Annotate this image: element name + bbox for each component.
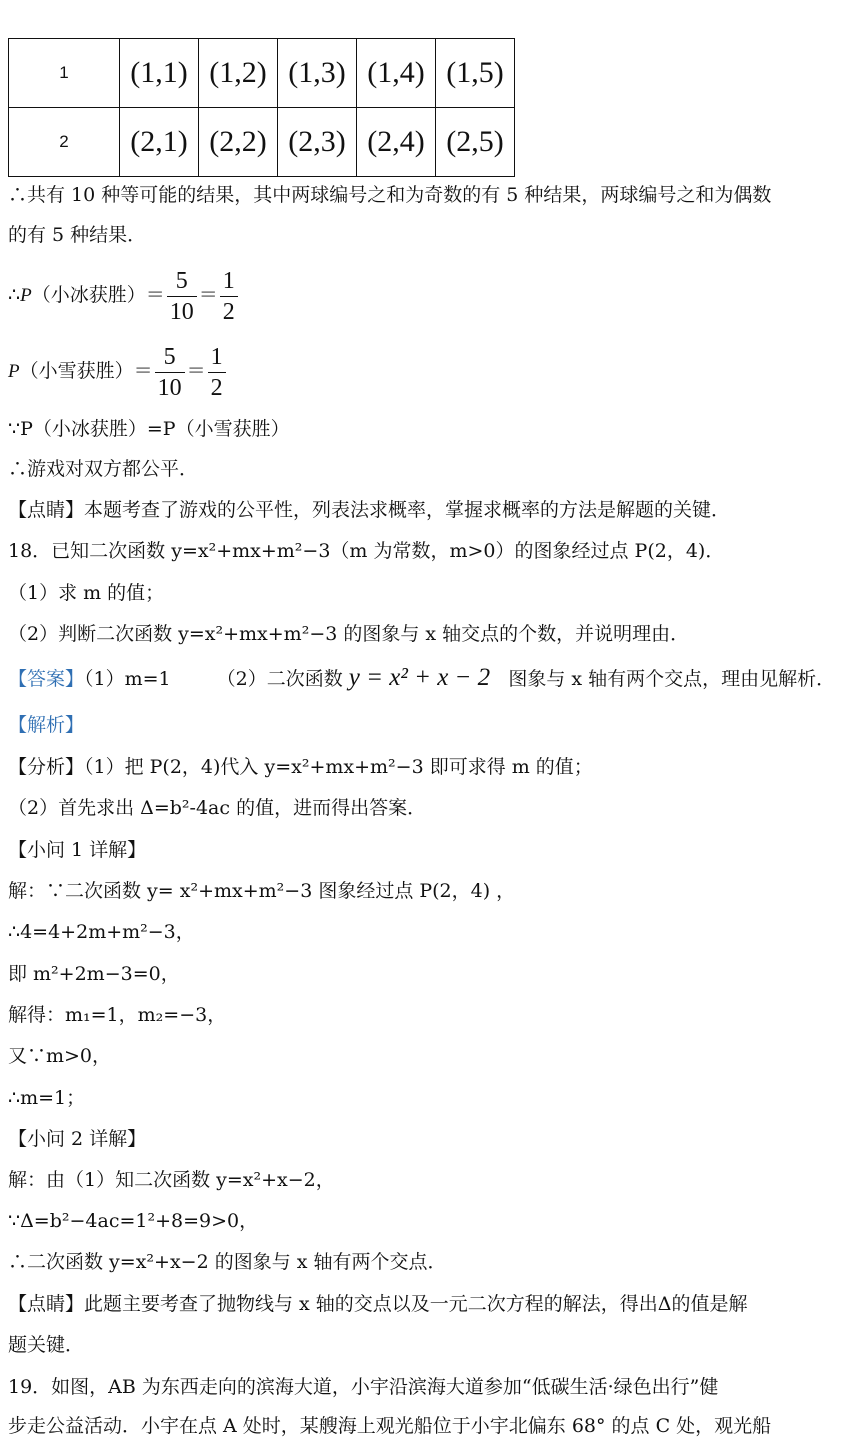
text-line: ∵Δ=b²−4ac=1²+8=9>0，: [8, 1210, 259, 1232]
question-19: 19．如图，AB 为东西走向的滨海大道，小宇沿滨海大道参加“低碳生活·绿色出行”健: [8, 1376, 719, 1398]
table-cell: (1,1): [120, 39, 199, 108]
text-line: ∴游戏对双方都公平．: [8, 458, 199, 480]
fraction: $\frac{5}{10}$: [155, 342, 185, 403]
question-18: 18．已知二次函数 y=x²+mx+m²−3（m 为常数，m>0）的图象经过点 P(2，4)．: [8, 540, 725, 562]
fraction: $\frac{5}{10}$: [167, 266, 197, 327]
answer-formula: y = x² + x − 2: [348, 664, 491, 691]
text-line: 解得：m₁=1，m₂=−3，: [8, 1004, 227, 1026]
text-line: 即 m²+2m−3=0，: [8, 963, 180, 985]
text-line: （2）首先求出 Δ=b²-4ac 的值，进而得出答案．: [8, 797, 427, 819]
outcome-table: [8, 38, 515, 177]
text-line: 【小问 1 详解】: [8, 839, 147, 861]
text-line: 【小问 2 详解】: [8, 1128, 147, 1150]
row-label: 1: [9, 39, 120, 108]
analysis-tag: 【解析】: [8, 714, 85, 736]
table-row: [9, 108, 515, 177]
text-line: （1）求 m 的值；: [8, 582, 165, 604]
table-cell: (2,4): [357, 108, 436, 177]
table-cell: (2,2): [199, 108, 278, 177]
table-row: [9, 39, 515, 108]
table-cell: (1,5): [436, 39, 515, 108]
text-line: 的有 5 种结果．: [8, 224, 147, 246]
probability-xiaoxue: P（小雪获胜）＝ $\frac{5}{10}$ ＝ $\frac{1}{2}$: [8, 340, 228, 403]
text-line: ∴4=4+2m+m²−3，: [8, 921, 195, 943]
text-line: 【分析】（1）把 P(2，4)代入 y=x²+mx+m²−3 即可求得 m 的值；: [8, 756, 593, 778]
table-cell: (1,4): [357, 39, 436, 108]
text-line: ∵P（小冰获胜）=P（小雪获胜）: [8, 418, 290, 440]
table-cell: (2,1): [120, 108, 199, 177]
text-line: 解：由（1）知二次函数 y=x²+x−2，: [8, 1169, 335, 1191]
table-cell: (2,5): [436, 108, 515, 177]
text-line: 解：∵二次函数 y= x²+mx+m²−3 图象经过点 P(2，4) ，: [8, 880, 516, 902]
text-line: 【点睛】本题考查了游戏的公平性，列表法求概率，掌握求概率的方法是解题的关键．: [8, 499, 731, 521]
text-line: ∴共有 10 种等可能的结果，其中两球编号之和为奇数的有 5 种结果，两球编号之和为偶数: [8, 184, 772, 206]
text-line: 【点睛】此题主要考查了抛物线与 x 轴的交点以及一元二次方程的解法，得出Δ的值是解: [8, 1293, 748, 1315]
text-line: （2）判断二次函数 y=x²+mx+m²−3 的图象与 x 轴交点的个数，并说明理由．: [8, 623, 690, 645]
text-line: ∴m=1；: [8, 1087, 86, 1109]
table-cell: (2,3): [278, 108, 357, 177]
text-line: ∴二次函数 y=x²+x−2 的图象与 x 轴有两个交点．: [8, 1251, 447, 1273]
text-line: 步走公益活动．小宇在点 A 处时，某艘海上观光船位于小宇北偏东 68° 的点 C 处，观光船: [8, 1415, 772, 1437]
text-line: 又∵m>0，: [8, 1045, 112, 1067]
fraction: $\frac{1}{2}$: [208, 342, 226, 403]
text-line: 题关键．: [8, 1334, 85, 1356]
table-cell: (1,3): [278, 39, 357, 108]
fraction: $\frac{1}{2}$: [220, 266, 238, 327]
answer-tag: 【答案】: [8, 668, 85, 690]
row-label: 2: [9, 108, 120, 177]
probability-xiaobing: ∴P（小冰获胜）＝ $\frac{5}{10}$ ＝ $\frac{1}{2}$: [8, 264, 240, 327]
table-cell: (1,2): [199, 39, 278, 108]
answer-line: 【答案】（1）m=1 （2）二次函数 y = x² + x − 2 图象与 x 轴有两个交点，理由见解析．: [8, 664, 836, 691]
